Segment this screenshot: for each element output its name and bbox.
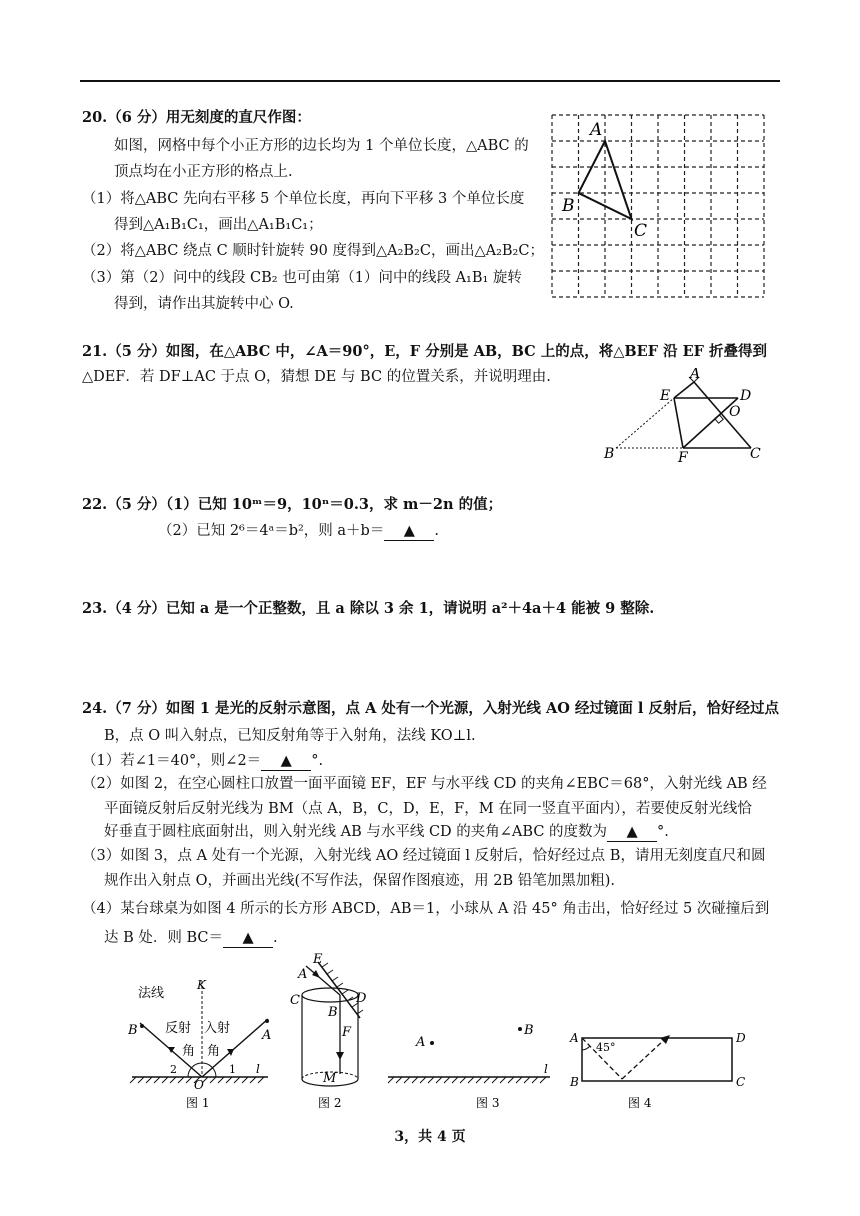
q24-part1-text: （1）若∠1＝40°，则∠2＝ [82,753,262,769]
q24-part2-end: °. [657,824,669,840]
q20-part2: （2）将△ABC 绕点 C 顺时针旋转 90 度得到△A₂B₂C，画出△A₂B₂C； [82,243,544,259]
q24-part2-cont: 平面镜反射后反射光线为 BM（点 A，B，C，D，E，F，M 在同一竖直平面内），若要使反射光线恰 [104,801,752,817]
label-c: C [634,221,648,241]
q24-part3-cont: 规作出入射点 O，并画出光线(不写作法，保留作图痕迹，用 2B 铅笔加黑加粗). [104,873,616,889]
q20-title: 20.（6 分）用无刻度的直尺作图： [82,109,311,126]
q24-part4-end: . [273,930,278,946]
q24-part2-text: 好垂直于圆柱底面射出，则入射光线 AB 与水平线 CD 的夹角∠ABC 的度数为 [104,824,608,840]
q22-part1: 22.（5 分）（1）已知 10ᵐ＝9，10ⁿ＝0.3，求 m－2n 的值； [82,496,503,513]
q23-text: 23.（4 分）已知 a 是一个正整数，且 a 除以 3 余 1，请说明 a²＋4a＋4 能被 9 整除. [82,600,655,617]
label-d: D [740,388,752,404]
angle-label: 45° [596,1041,616,1054]
label-d: D [356,991,367,1006]
label-c: C [290,993,300,1008]
q24-part2: （2）如图 2，在空心圆柱口放置一面平面镜 EF，EF 与水平线 CD 的夹角∠EBC＝68°，入射光线 AB 经 [82,776,767,792]
label-b: B [604,446,615,462]
q20-part1-cont: 得到△A₁B₁C₁，画出△A₁B₁C₁； [114,217,323,233]
label-b: B [562,196,575,216]
label-c: C [736,1075,746,1089]
caption-fig4: 图 4 [628,1096,652,1110]
label-b: B [128,1023,138,1038]
label-a: A [262,1028,272,1043]
answer-blank[interactable]: ▲ [607,823,657,842]
q24-part4-cont [104,929,278,948]
label-b: B [524,1023,534,1038]
label-m: M [323,1071,337,1086]
answer-blank[interactable]: ▲ [384,522,434,541]
q22-part2-end: . [434,523,439,539]
q24-part3: （3）如图 3，点 A 处有一个光源，入射光线 AO 经过镜面 l 反射后，恰好经过点 B，请用无刻度直尺和圆 [82,848,766,864]
answer-blank[interactable]: ▲ [223,929,273,948]
label-c: C [750,446,761,462]
page-footer: 3，共 4 页 [394,1129,466,1145]
q22-part2-text: （2）已知 2⁶＝4ᵃ＝b²，则 a＋b＝ [158,523,385,539]
label-o: O [729,404,741,420]
label-e: E [660,388,671,404]
label-a: A [690,368,701,382]
label-a: A [590,120,603,140]
q20-text: 顶点均在小正方形的格点上. [114,164,293,180]
label-b: B [328,1005,338,1020]
label-f: F [342,1025,352,1040]
q22-part2 [158,522,439,541]
label-o: O [194,1078,204,1092]
label-l: l [256,1062,260,1076]
label-d: D [736,1031,746,1045]
label-b: B [570,1075,579,1089]
label-e: E [313,952,323,967]
q20-part1: （1）将△ABC 先向右平移 5 个单位长度，再向下平移 3 个单位长度 [82,191,525,207]
figure-4 [566,1028,762,1110]
figure-2 [288,952,378,1110]
header-rule [80,80,780,82]
caption-fig3: 图 3 [476,1096,500,1110]
normal-label: 法线 [138,986,165,1001]
angle-1: 1 [229,1063,236,1076]
figure-3 [384,1015,560,1110]
q24-part1 [82,752,323,771]
angle-label-left: 角 [182,1044,196,1059]
q20-text: 如图，网格中每个小正方形的边长均为 1 个单位长度，△ABC 的 [114,138,529,154]
label-k: K [197,978,206,992]
figure-1 [128,975,274,1110]
caption-fig1: 图 1 [186,1096,210,1110]
angle-2: 2 [170,1063,177,1076]
q20-part3: （3）第（2）问中的线段 CB₂ 也可由第（1）问中的线段 A₁B₁ 旋转 [82,270,522,286]
angle-label-right: 角 [207,1044,221,1059]
q20-part3-cont: 得到，请作出其旋转中心 O. [114,296,294,312]
q24-title: 24.（7 分）如图 1 是光的反射示意图，点 A 处有一个光源，入射光线 AO 经过镜面 l 反射后，恰好经过点 [82,700,779,717]
q24-part2-last [104,823,669,842]
incident-label: 入射 [204,1021,231,1036]
q24-part4: （4）某台球桌为如图 4 所示的长方形 ABCD，AB＝1，小球从 A 沿 45° 角击出，恰好经过 5 次碰撞后到 [82,901,770,917]
q20-grid-figure [548,112,770,304]
q24-part4-text: 达 B 处．则 BC＝ [104,930,224,946]
label-a: A [570,1031,579,1045]
q24-part1-end: °. [311,753,324,769]
label-f: F [678,450,688,464]
label-l: l [544,1062,548,1076]
label-a: A [416,1035,426,1050]
grid-lines [552,115,764,297]
q21-text: △DEF．若 DF⊥AC 于点 O，猜想 DE 与 BC 的位置关系，并说明理由. [82,369,551,385]
caption-fig2: 图 2 [318,1096,342,1110]
q21-figure [596,368,772,464]
answer-blank[interactable]: ▲ [261,752,311,771]
q24-text: B，点 O 叫入射点，已知反射角等于入射角，法线 KO⊥l. [104,728,476,744]
q21-title: 21.（5 分）如图，在△ABC 中，∠A＝90°，E，F 分别是 AB，BC 上的点，将△BEF 沿 EF 折叠得到 [82,343,768,360]
label-a: A [298,967,308,982]
reflect-label: 反射 [165,1021,192,1036]
